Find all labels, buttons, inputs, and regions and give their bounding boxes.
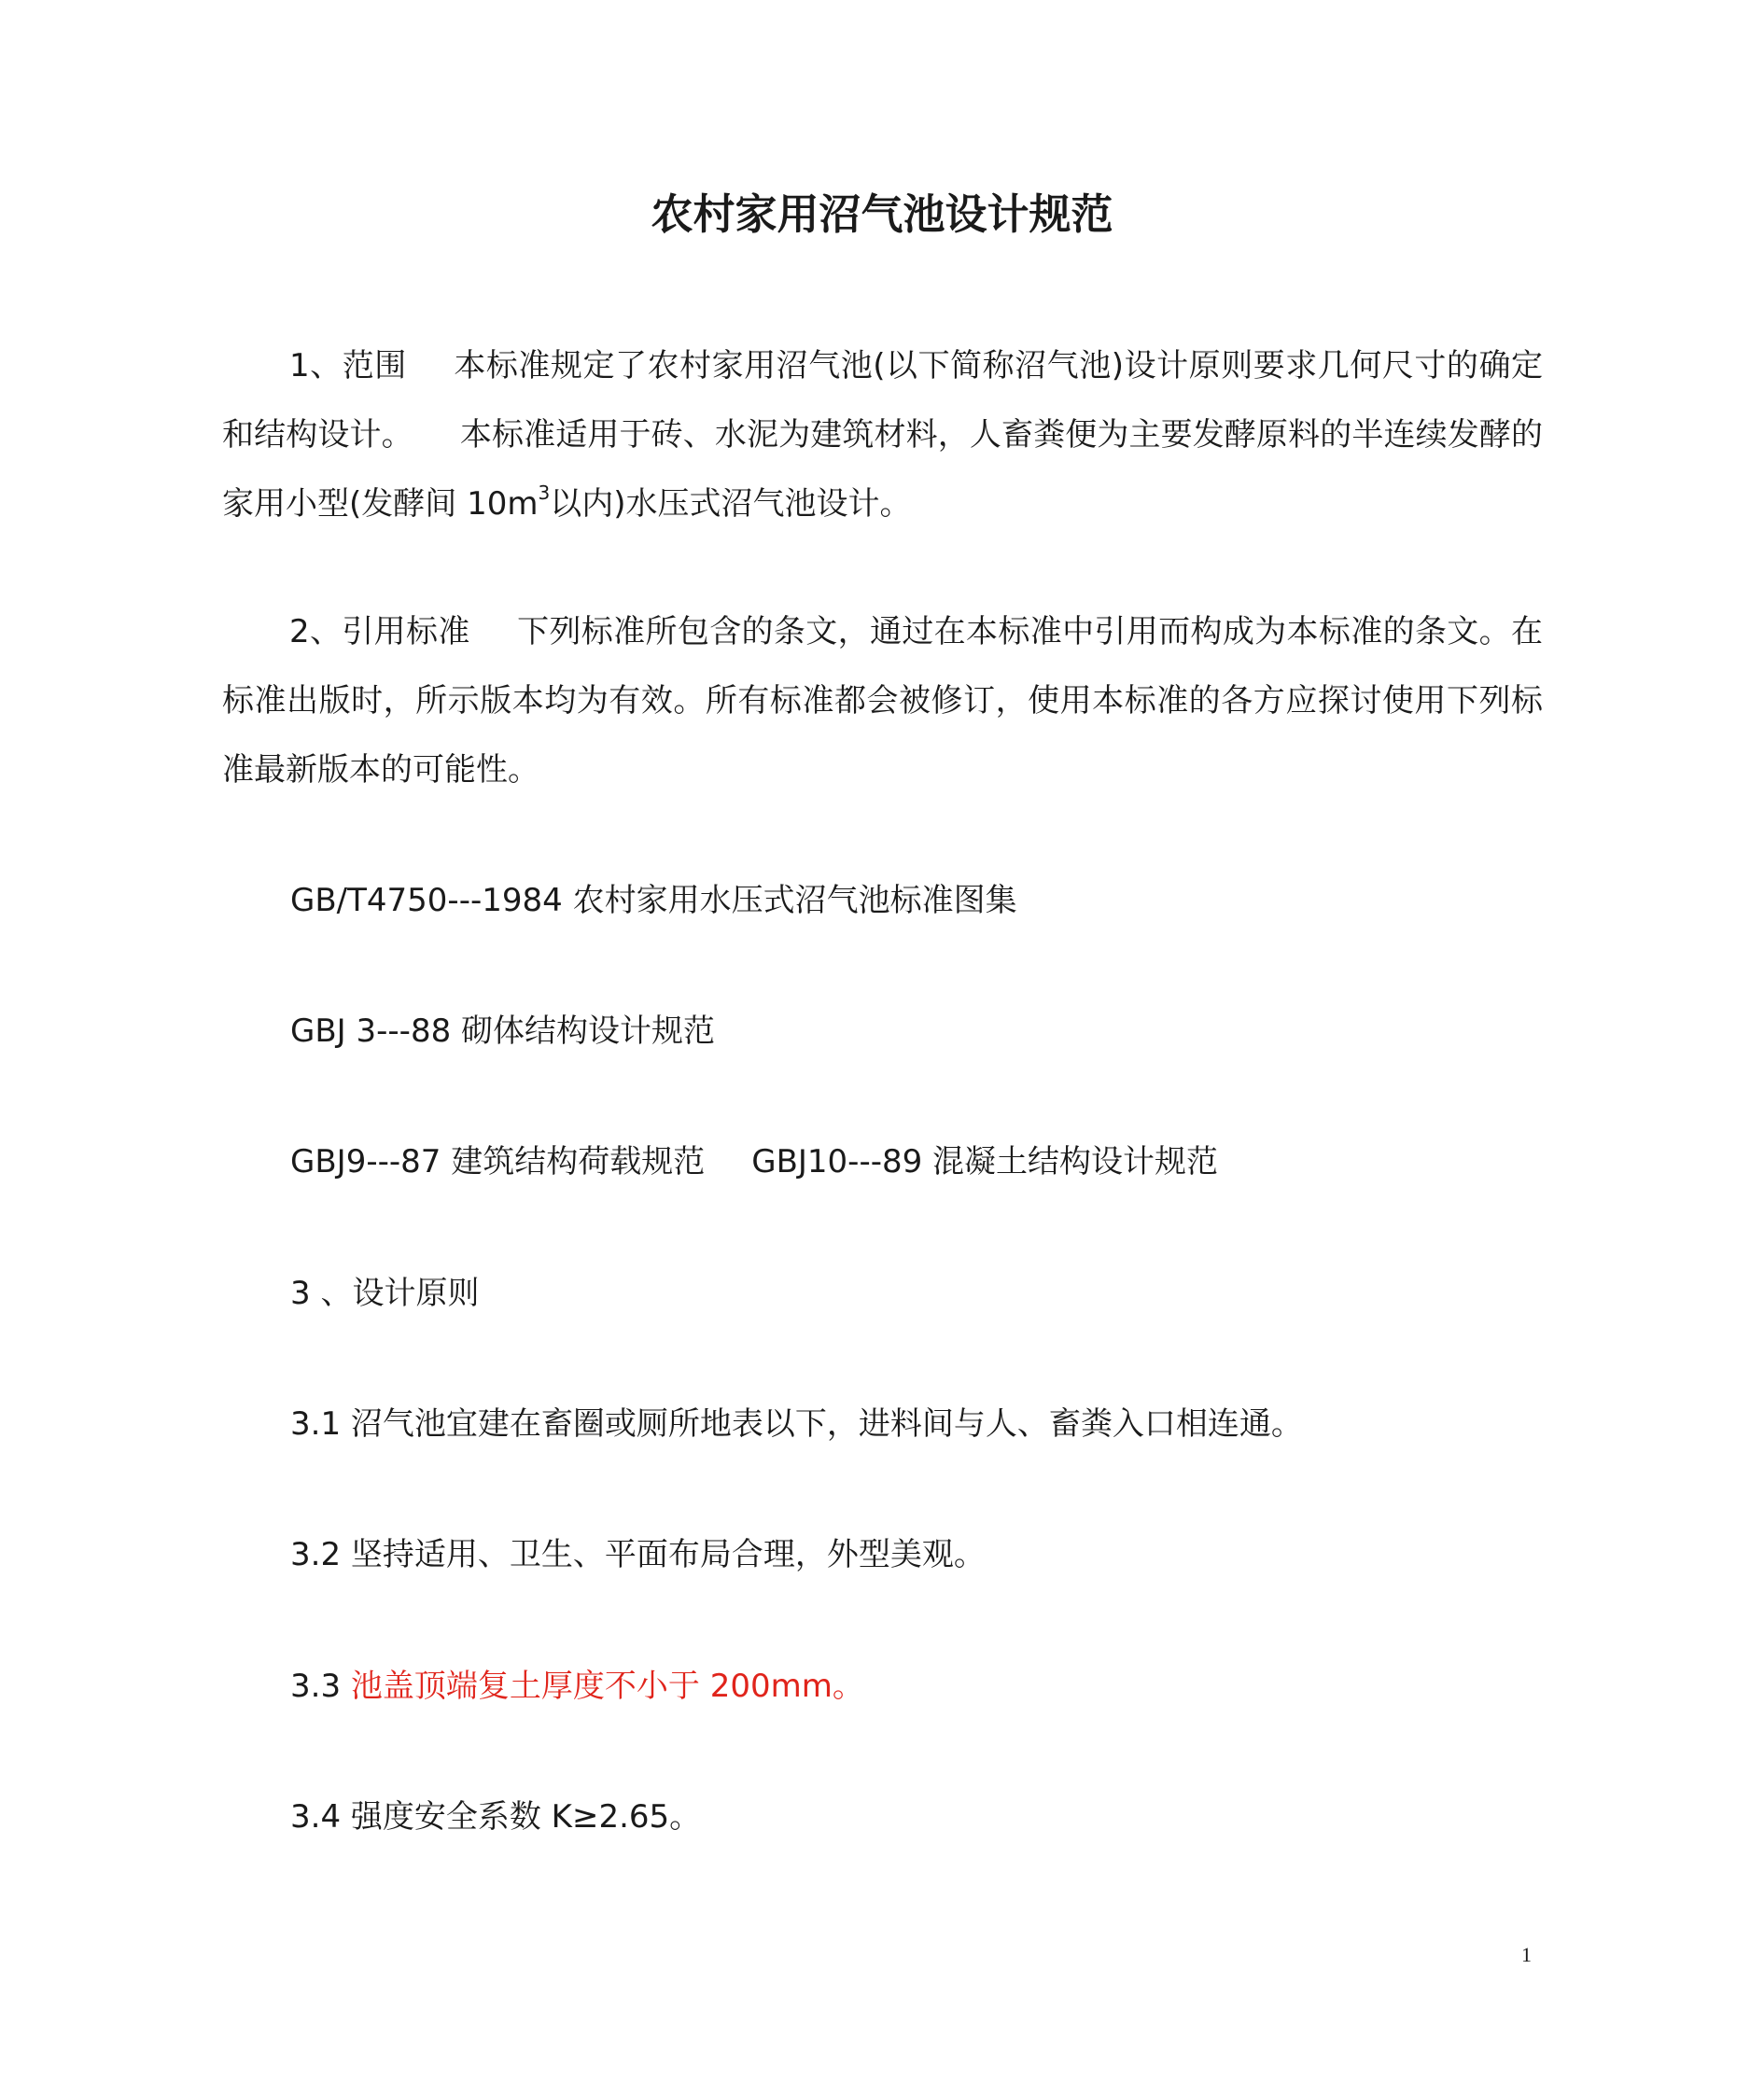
- superscript-cubic: 3: [538, 482, 551, 504]
- section-2-text: 下列标准所包含的条文，通过在本标准中引用而构成为本标准的条文。在标准出版时，所示版本均为有效。所有标准都会被修订，使用本标准的各方应探讨使用下列标准最新版本的可能性。: [222, 613, 1543, 789]
- reference-gb-t4750: GB/T4750---1984 农村家用水压式沼气池标准图集: [290, 882, 1017, 919]
- reference-gbj10: GBJ10---89 混凝土结构设计规范: [751, 1143, 1219, 1180]
- document-title: 农村家用沼气池设计规范: [651, 189, 1113, 239]
- section-1-applicability-text-end: 以内)水压式沼气池设计。: [550, 485, 912, 523]
- section-1-paragraph: [222, 331, 1543, 538]
- reference-gbj-3: GBJ 3---88 砌体结构设计规范: [290, 1013, 716, 1050]
- principle-3-1: 3.1 沼气池宜建在畜圈或厕所地表以下，进料间与人、畜粪入口相连通。: [290, 1405, 1303, 1443]
- page-number: 1: [1521, 1943, 1532, 1966]
- principle-3-4: 3.4 强度安全系数 K≥2.65。: [290, 1798, 702, 1836]
- principle-3-2: 3.2 坚持适用、卫生、平面布局合理，外型美观。: [290, 1536, 986, 1573]
- section-3-heading: 3 、设计原则: [290, 1275, 480, 1312]
- principle-3-3: [290, 1663, 864, 1710]
- principle-3-3-number: 3.3: [290, 1668, 342, 1705]
- section-1-scope-text: 本标准规定了农村家用沼气池(以下简称沼气池)设计原则要求几何尺寸的确定和结构设计。: [222, 347, 1543, 454]
- section-1-applicability-text: 本标准适用于砖、水泥为建筑材料，人畜粪便为主要发酵原料的半连续发酵的家用小型(发酵间 10m: [222, 416, 1543, 523]
- section-1-heading: 1、范围: [289, 347, 407, 384]
- reference-line-gbj9-gbj10: [290, 1138, 1218, 1185]
- reference-gbj9: GBJ9---87 建筑结构荷载规范: [290, 1143, 706, 1180]
- section-2-paragraph: [222, 597, 1543, 804]
- principle-3-3-highlighted-text: 池盖顶端复土厚度不小于 200mm。: [350, 1668, 864, 1705]
- section-2-heading: 2、引用标准: [289, 613, 470, 650]
